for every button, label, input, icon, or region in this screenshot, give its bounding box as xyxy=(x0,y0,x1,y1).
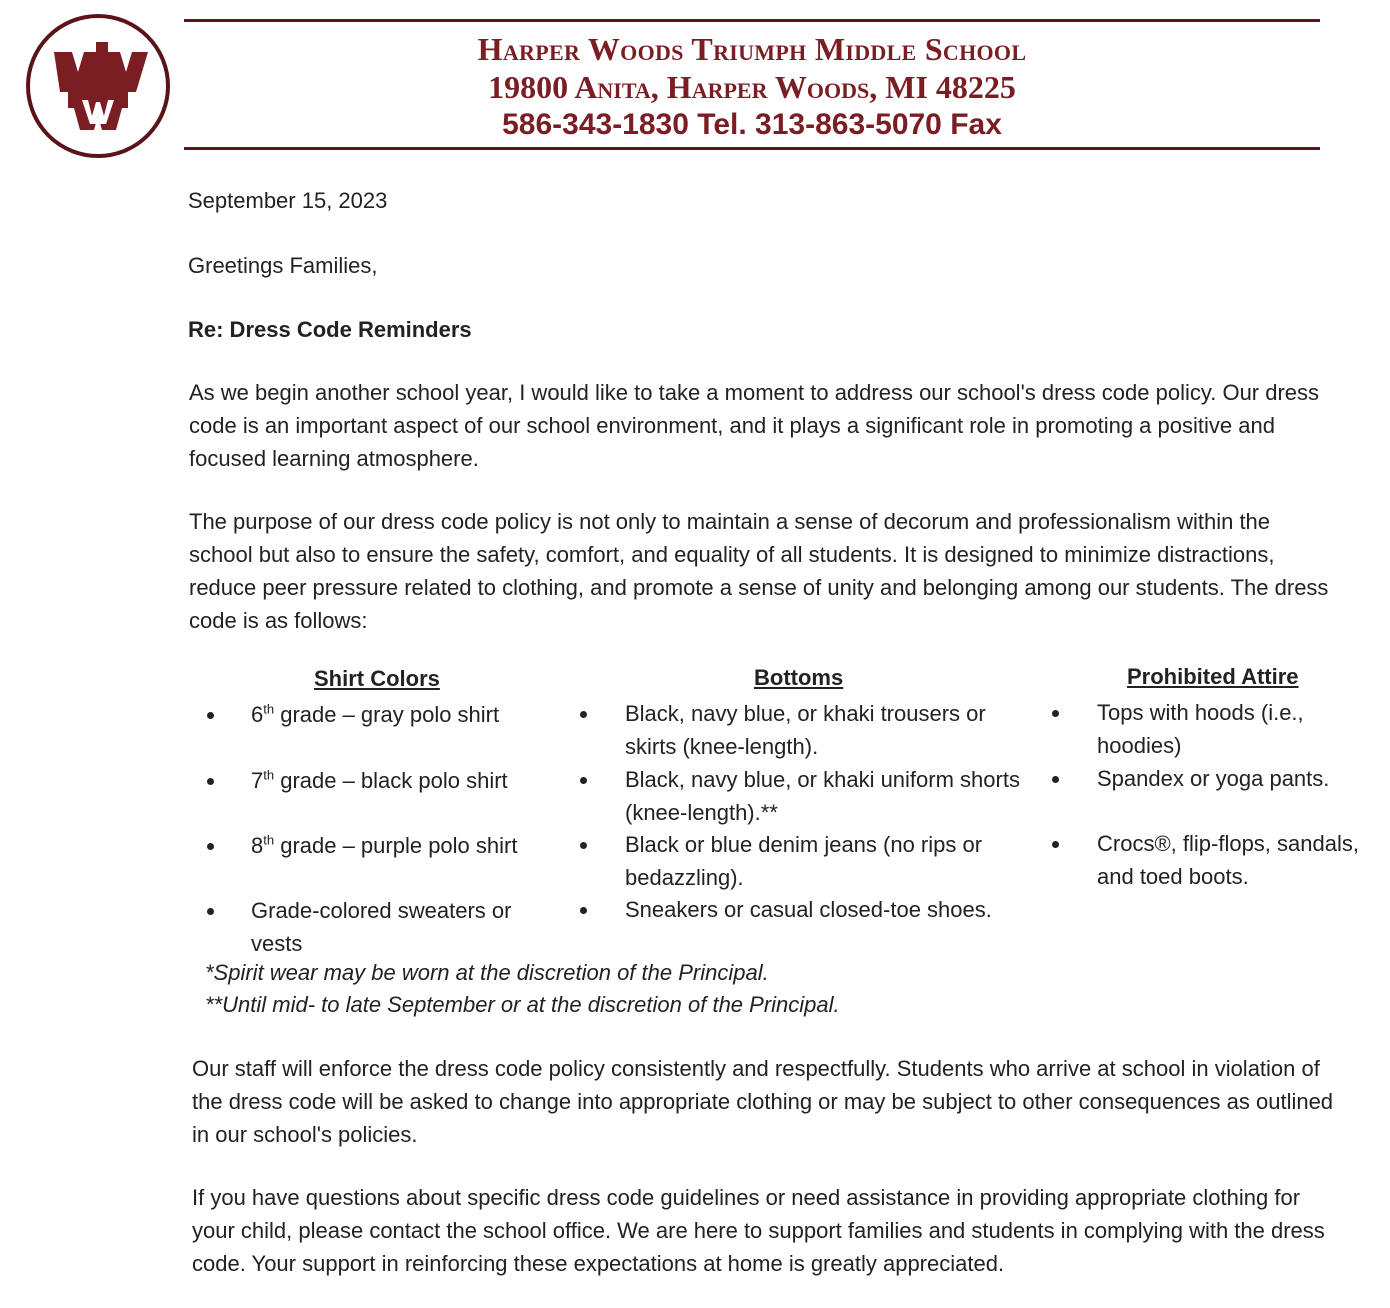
prohibited-heading: Prohibited Attire xyxy=(1127,664,1299,689)
school-address: 19800 Anita, Harper Woods, MI 48225 xyxy=(488,69,1016,105)
letter-greeting: Greetings Families, xyxy=(188,253,378,278)
list-item: Black or blue denim jeans (no rips or bedazzling). xyxy=(625,832,983,890)
bottoms-heading: Bottoms xyxy=(754,665,844,690)
letter-date: September 15, 2023 xyxy=(188,188,388,213)
bullet-icon xyxy=(580,711,587,718)
bullet-icon xyxy=(580,777,587,784)
list-item: Spandex or yoga pants. xyxy=(1097,766,1330,791)
school-name: Harper Woods Triumph Middle School xyxy=(477,31,1027,67)
school-phone: 586-343-1830 Tel. 313-863-5070 Fax xyxy=(502,108,1002,141)
letterhead-bottom-rule xyxy=(184,147,1320,150)
list-item: Crocs®, flip-flops, sandals, and toed boots. xyxy=(1097,831,1359,889)
bullet-icon xyxy=(580,842,587,849)
list-item: Grade-colored sweaters or vests xyxy=(251,898,512,956)
bullet-icon xyxy=(207,908,214,915)
note-spirit-wear: *Spirit wear may be worn at the discretion of the Principal. xyxy=(205,960,769,985)
paragraph-enforcement: Our staff will enforce the dress code policy consistently and respectfully. Students who arrive at school in violation of the dress code will be asked to change into appropriate clothing or may be subject to other consequences as outlined in our school's policies. xyxy=(192,1056,1334,1147)
paragraph-purpose: The purpose of our dress code policy is not only to maintain a sense of decorum and professionalism within the school but also to ensure the safety, comfort, and equality of all students. It is designed to minimize distractions, reduce peer pressure related to clothing, and promote a sense of unity and belonging among our students. The dress code is as follows: xyxy=(189,509,1329,633)
letterhead xyxy=(184,30,1320,144)
logo-text: HW xyxy=(97,152,99,153)
list-item: 8th grade – purple polo shirt xyxy=(251,832,518,858)
bullet-icon xyxy=(207,843,214,850)
bullet-icon xyxy=(580,907,587,914)
list-item: Sneakers or casual closed-toe shoes. xyxy=(625,897,992,922)
list-item: Tops with hoods (i.e., hoodies) xyxy=(1097,700,1304,758)
bullet-icon xyxy=(1052,841,1059,848)
note-shorts: **Until mid- to late September or at the discretion of the Principal. xyxy=(205,992,840,1017)
list-item: 7th grade – black polo shirt xyxy=(251,767,508,793)
bullet-icon xyxy=(207,712,214,719)
paragraph-intro: As we begin another school year, I would like to take a moment to address our school's dress code policy. Our dress code is an important aspect of our school environment, and it plays a significant role in promoting a positive and focused learning atmosphere. xyxy=(189,380,1320,471)
letterhead-top-rule xyxy=(184,19,1320,22)
list-item: Black, navy blue, or khaki trousers or skirts (knee-length). xyxy=(625,701,986,759)
paragraph-contact: If you have questions about specific dress code guidelines or need assistance in providing appropriate clothing for your child, please contact the school office. We are here to support families and students in complying with the dress code. Your support in reinforcing these expectations at home is greatly appreciated. xyxy=(192,1185,1325,1276)
letter-subject: Re: Dress Code Reminders xyxy=(188,317,472,342)
list-item: 6th grade – gray polo shirt xyxy=(251,701,500,727)
list-item: Black, navy blue, or khaki uniform shorts (knee-length).** xyxy=(625,767,1020,825)
bullet-icon xyxy=(207,778,214,785)
bullet-icon xyxy=(1052,776,1059,783)
shirt-colors-heading: Shirt Colors xyxy=(314,666,440,691)
bullet-icon xyxy=(1052,710,1059,717)
school-logo xyxy=(24,12,172,160)
